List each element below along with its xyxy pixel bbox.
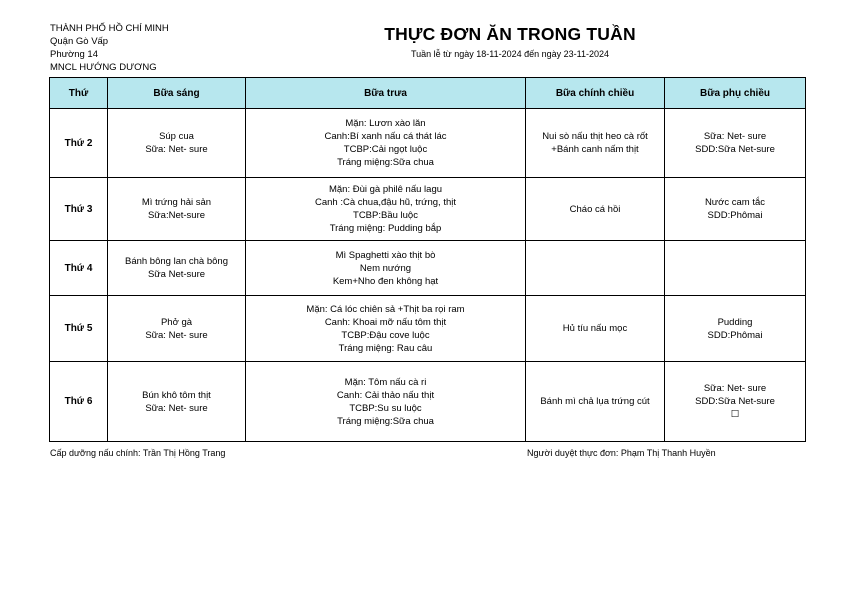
menu-item: Canh :Cà chua,đậu hũ, trứng, thịt	[314, 197, 457, 208]
menu-item: Sữa: Net- sure	[703, 383, 767, 394]
menu-item: SDD:Sữa Net-sure	[695, 144, 775, 155]
menu-item: Nem nướng	[359, 262, 412, 274]
menu-item: SDD:Phômai	[707, 210, 763, 221]
menu-item: Bánh mì chả lụa trứng cút	[540, 396, 650, 407]
breakfast-cell	[108, 296, 246, 362]
week-range: Tuần lễ từ ngày 18-11-2024 đến ngày 23-11-2024	[411, 49, 609, 59]
table-row	[50, 109, 806, 178]
menu-item: Tráng miệng:Sữa chua	[337, 157, 434, 168]
organization-info	[50, 22, 169, 74]
dinner-cell	[526, 296, 665, 362]
breakfast-cell	[108, 178, 246, 241]
menu-item: Sữa: Net- sure	[145, 144, 208, 155]
menu-item: Mặn: Lươn xào lăn	[345, 118, 426, 129]
breakfast-cell	[108, 241, 246, 296]
lunch-cell	[246, 296, 526, 362]
org-line: Phường 14	[50, 49, 98, 60]
menu-item: Bún khô tôm thịt	[142, 389, 211, 401]
menu-item: Sữa:Net-sure	[147, 210, 206, 221]
approver-signature: Người duyệt thực đơn: Phạm Thị Thanh Huyền	[527, 448, 716, 458]
snack-cell	[665, 241, 806, 296]
column-header-lunch: Bữa trưa	[246, 78, 526, 109]
menu-item: TCBP:Su su luộc	[349, 402, 422, 414]
table-row	[50, 241, 806, 296]
snack-cell	[665, 296, 806, 362]
day-cell: Thứ 6	[50, 362, 108, 442]
menu-item: Mặn: Đùi gà philê nấu lagu	[328, 184, 443, 195]
snack-cell	[665, 362, 806, 442]
snack-cell	[665, 178, 806, 241]
menu-item: Tráng miệng: Rau câu	[338, 342, 433, 354]
menu-item: Nui sò nấu thịt heo cà rốt	[542, 131, 648, 142]
lunch-cell	[246, 109, 526, 178]
menu-item: TCBP:Bầu luộc	[353, 210, 418, 221]
menu-item: Canh:Bí xanh nấu cá thát lác	[324, 131, 447, 142]
dinner-cell	[526, 109, 665, 178]
lunch-cell	[246, 178, 526, 241]
menu-item: Cháo cá hồi	[569, 203, 621, 215]
column-header-day: Thứ	[50, 78, 108, 109]
menu-item: Tráng miệng:Sữa chua	[337, 415, 434, 427]
menu-item: Mì trứng hải sản	[141, 197, 212, 208]
menu-item: SDD:Sữa Net-sure	[695, 396, 775, 407]
table-row	[50, 296, 806, 362]
menu-item: Bánh bông lan chà bông	[124, 256, 228, 267]
menu-item: Mì Spaghetti xào thịt bò	[335, 249, 436, 261]
dinner-cell	[526, 241, 665, 296]
weekly-menu-table	[49, 77, 806, 442]
menu-item: Sữa: Net- sure	[145, 402, 208, 414]
menu-item: Phở gà	[160, 316, 193, 328]
day-cell: Thứ 2	[50, 109, 108, 178]
menu-item: Pudding	[717, 316, 753, 328]
menu-item: Nước cam tắc	[704, 197, 766, 208]
menu-item: Hủ tíu nấu mọc	[562, 323, 628, 334]
lunch-cell	[246, 241, 526, 296]
table-row	[50, 178, 806, 241]
breakfast-cell	[108, 362, 246, 442]
page-title: THỰC ĐƠN ĂN TRONG TUẦN	[384, 24, 636, 44]
table-header-row	[50, 78, 806, 109]
menu-item: TCBP:Đậu cove luộc	[341, 329, 430, 341]
day-cell: Thứ 4	[50, 241, 108, 296]
menu-item: ☐	[730, 409, 740, 420]
breakfast-cell	[108, 109, 246, 178]
lunch-cell	[246, 362, 526, 442]
menu-item: Súp cua	[159, 131, 194, 142]
menu-item: SDD:Phômai	[707, 329, 763, 341]
cook-signature: Cấp dưỡng nấu chính: Trần Thị Hồng Trang	[50, 448, 226, 458]
menu-item: Tráng miệng: Pudding bắp	[329, 223, 442, 234]
dinner-cell	[526, 362, 665, 442]
menu-item: TCBP:Cải ngọt luộc	[343, 144, 428, 155]
menu-item: Mặn: Tôm nấu cà ri	[344, 376, 427, 388]
menu-item: Kem+Nho đen không hạt	[332, 275, 439, 287]
org-line: MNCL HƯỚNG DƯƠNG	[50, 62, 157, 73]
menu-item: Sữa: Net- sure	[703, 131, 767, 142]
day-cell: Thứ 5	[50, 296, 108, 362]
day-cell: Thứ 3	[50, 178, 108, 241]
snack-cell	[665, 109, 806, 178]
column-header-dinner: Bữa chính chiều	[526, 78, 665, 109]
menu-item: Canh: Cải thảo nấu thịt	[336, 389, 435, 401]
menu-item: Sữa: Net- sure	[145, 329, 208, 341]
dinner-cell	[526, 178, 665, 241]
menu-item: Sữa Net-sure	[147, 269, 206, 280]
menu-item: Canh: Khoai mỡ nấu tôm thịt	[324, 316, 447, 328]
menu-item: +Bánh canh nấm thịt	[551, 144, 639, 155]
org-line: Quận Gò Vấp	[50, 36, 109, 47]
menu-item: Mặn: Cá lóc chiên sả +Thịt ba rọi ram	[306, 303, 465, 315]
org-line: THÀNH PHỐ HỒ CHÍ MINH	[50, 23, 169, 34]
table-row	[50, 362, 806, 442]
column-header-breakfast: Bữa sáng	[108, 78, 246, 109]
column-header-snack: Bữa phụ chiều	[665, 78, 806, 109]
